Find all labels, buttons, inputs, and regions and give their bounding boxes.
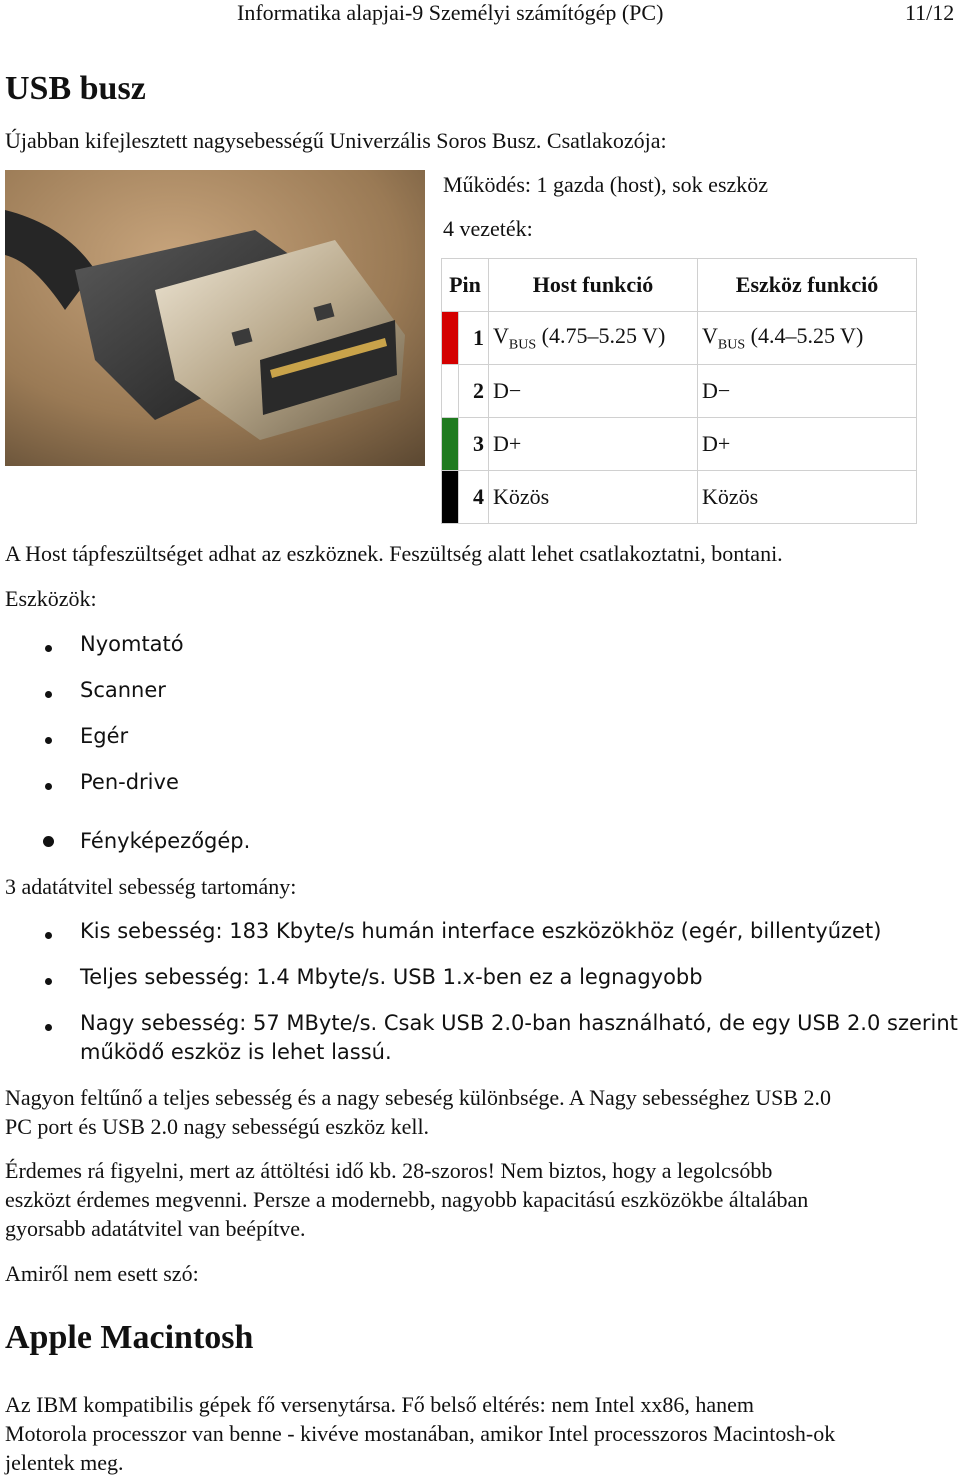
list-item: Scanner — [80, 678, 166, 702]
list-item: Nyomtató — [80, 632, 184, 656]
paragraph-line: Amiről nem esett szó: — [5, 1261, 199, 1286]
table-row — [442, 471, 917, 524]
page-number: 11/12 — [905, 0, 955, 25]
bullet-icon — [45, 691, 52, 698]
pin-number: 4 — [458, 471, 488, 524]
col-header-host: Host funkció — [489, 259, 698, 312]
host-function: D+ — [489, 418, 698, 471]
table-row — [442, 365, 917, 418]
col-header-pin: Pin — [442, 259, 489, 312]
list-item: Pen-drive — [80, 770, 179, 794]
bullet-icon — [43, 836, 54, 847]
bullet-icon — [45, 978, 52, 985]
section-heading-apple: Apple Macintosh — [5, 1319, 254, 1356]
speed-label: 3 adatátvitel sebesség tartomány: — [5, 874, 297, 899]
paragraph-line: Nagyon feltűnő a teljes sebesség és a nagy sebeség különbsége. A Nagy sebességhez USB 2.0 — [5, 1085, 832, 1110]
wire-color-red — [442, 312, 459, 365]
host-function: Közös — [489, 471, 698, 524]
bullet-icon — [45, 737, 52, 744]
list-item: Nagy sebesség: 57 MByte/s. Csak USB 2.0-ban használható, de egy USB 2.0 szerint — [80, 1011, 958, 1035]
device-function: $V_{BUS}$ (4.4–5.25 V) — [698, 312, 917, 365]
wire-color-green — [442, 418, 459, 471]
paragraph-line: Motorola processzor van benne - kivéve mostanában, amikor Intel processzoros Macintosh-ok — [5, 1421, 836, 1446]
list-item: Egér — [80, 724, 129, 748]
running-header-title: Informatika alapjai-9 Személyi számítógép (PC) — [237, 0, 664, 25]
paragraph-line: Érdemes rá figyelni, mert az áttöltési idő kb. 28-szoros! Nem biztos, hogy a legolcsóbb — [5, 1158, 773, 1183]
usb-intro: Újabban kifejlesztett nagysebességű Univerzális Soros Busz. Csatlakozója: — [5, 128, 667, 153]
table-row — [442, 418, 917, 471]
bullet-icon — [45, 783, 52, 790]
host-function: D− — [489, 365, 698, 418]
power-note: A Host tápfeszültséget adhat az eszköznek. Feszültség alatt lehet csatlakoztatni, bontani. — [5, 541, 783, 566]
bullet-icon — [45, 645, 52, 652]
device-function: D− — [698, 365, 917, 418]
list-item: Kis sebesség: 183 Kbyte/s humán interface eszközökhöz (egér, billentyűzet) — [80, 919, 882, 943]
host-function: $V_{BUS}$ (4.75–5.25 V) — [489, 312, 698, 365]
paragraph-line: PC port és USB 2.0 nagy sebességú eszköz kell. — [5, 1114, 430, 1139]
bullet-icon — [45, 932, 52, 939]
paragraph-line: jelentek meg. — [5, 1450, 124, 1475]
usb-operation: Működés: 1 gazda (host), sok eszköz — [443, 172, 769, 197]
wire-color-black — [442, 471, 459, 524]
list-item-continuation: működő eszköz is lehet lassú. — [80, 1040, 392, 1064]
section-heading-usb: USB busz — [5, 70, 146, 107]
device-function: Közös — [698, 471, 917, 524]
paragraph-line: eszközt érdemes megvenni. Persze a modernebb, nagyobb kapacitású eszközökbe általában — [5, 1187, 809, 1212]
paragraph-line: Az IBM kompatibilis gépek fő versenytársa. Fő belső eltérés: nem Intel xx86, hanem — [5, 1392, 755, 1417]
pin-number: 3 — [458, 418, 488, 471]
usb-connector-photo — [5, 170, 425, 466]
devices-label: Eszközök: — [5, 586, 97, 611]
table-header-row — [442, 259, 917, 312]
paragraph-line: gyorsabb adatátvitel van beépítve. — [5, 1216, 306, 1241]
bullet-icon — [45, 1024, 52, 1031]
usb-pin-table — [441, 258, 917, 524]
pin-number: 2 — [458, 365, 488, 418]
pin-number: 1 — [458, 312, 488, 365]
usb-wires-label: 4 vezeték: — [443, 216, 533, 241]
list-item: Fényképezőgép. — [80, 829, 251, 853]
col-header-device: Eszköz funkció — [698, 259, 917, 312]
device-function: D+ — [698, 418, 917, 471]
list-item: Teljes sebesség: 1.4 Mbyte/s. USB 1.x-ben ez a legnagyobb — [80, 965, 703, 989]
table-row — [442, 312, 917, 365]
wire-color-white — [442, 365, 459, 418]
